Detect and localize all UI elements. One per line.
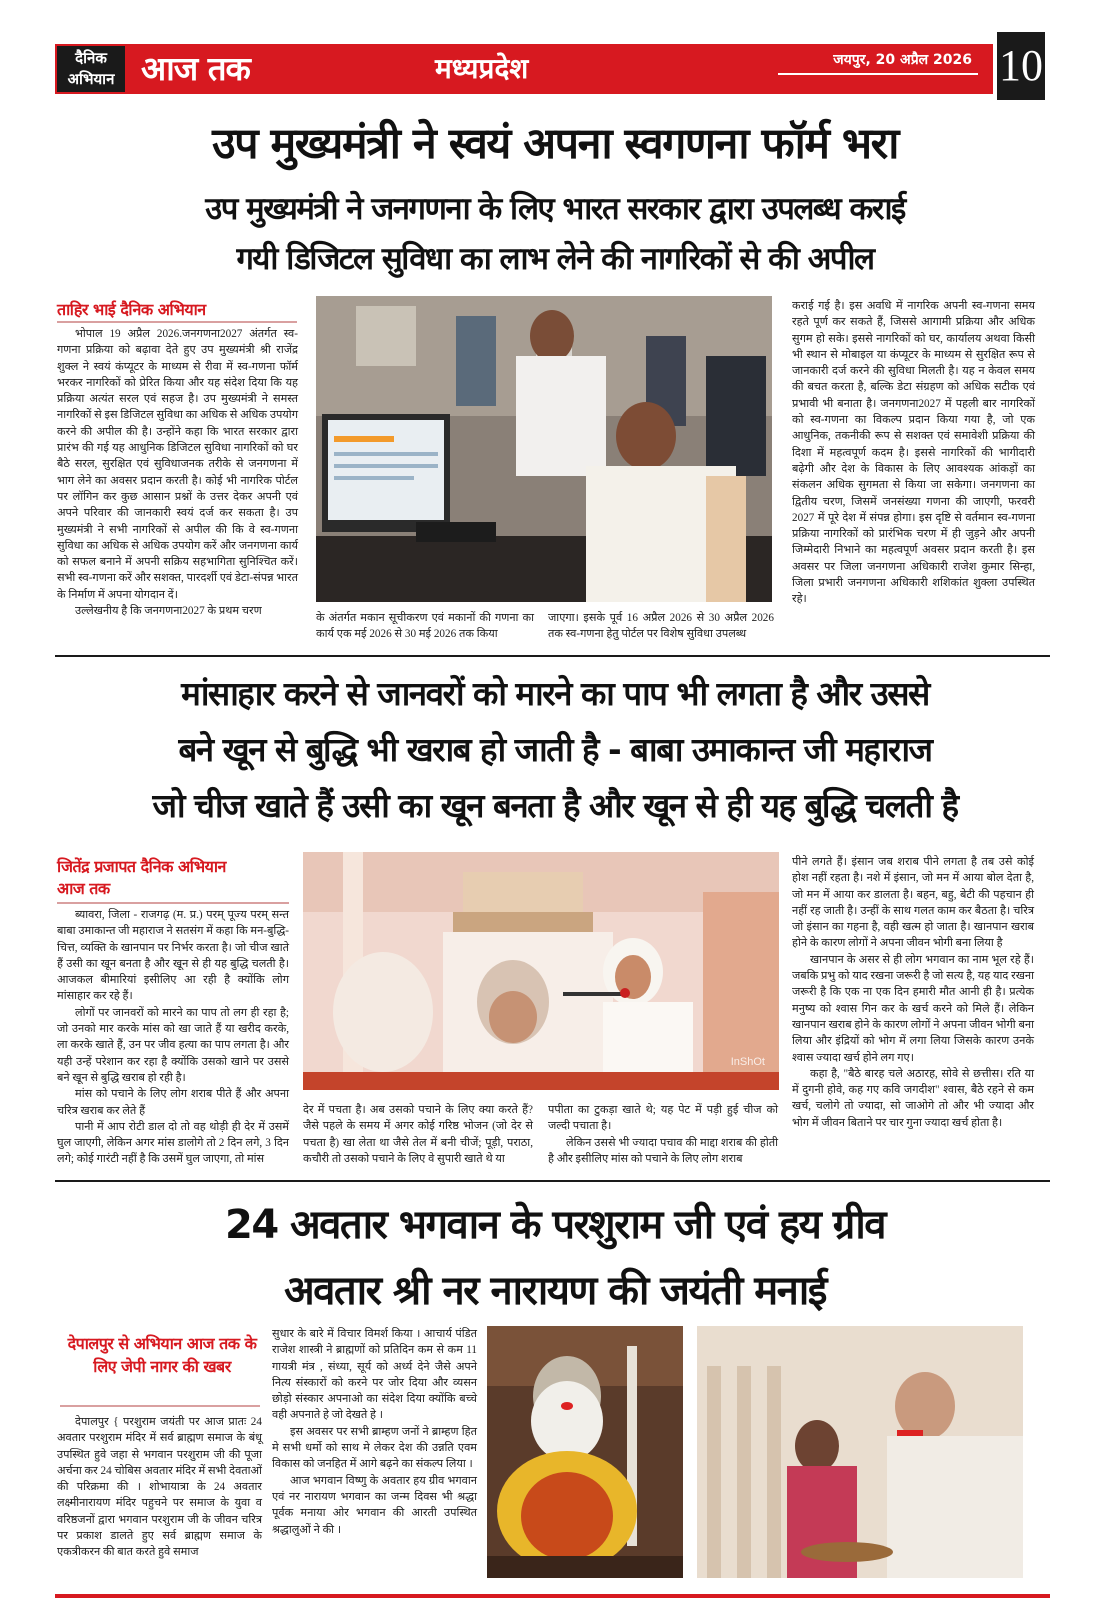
paragraph: के अंतर्गत मकान सूचीकरण एवं मकानों की गणना का कार्य एक मई 2026 से 30 मई 2026 तक किया xyxy=(316,612,534,641)
paragraph: देर में पचता है। अब उसको पचाने के लिए क्या करते हैं? जैसे पहले के समय में अगर कोई गरिष्ठ भोजन (जो देर से पचता है) खा लेता था जैसे तेल में बनी चीजें; पूड़ी, पराठा, कचौरी तो उसको पचाने के लिए वे सुपारी खाते थे या xyxy=(303,1104,533,1165)
story2-byline xyxy=(57,856,226,900)
story2-photo xyxy=(303,852,779,1090)
story2-headline-3: जो चीज खाते हैं उसी का खून बनता है और खून से ही यह बुद्धि चलती है xyxy=(152,786,958,825)
photo-deputy-cm-at-computer xyxy=(316,296,772,602)
dainik-abhiyan-logo xyxy=(57,46,125,92)
photo-parshuram-idol xyxy=(487,1326,683,1578)
paragraph: भोपाल 19 अप्रैल 2026.जनगणना2027 अंतर्गत स्व-गणना प्रक्रिया को बढ़ावा देते हुए उप मुख्यमंत्री श्री राजेंद्र शुक्ल ने स्वयं कंप्यूटर के माध्यम से रीवा में स्व-गणना फॉर्म भरकर नागरिकों को प्रेरित किया और यह संदेश दिया कि यह प्रक्रिया अत्यंत सरल एवं सहज है। उप मुख्यमंत्री ने समस्त नागरिकों से इस डिजिटल सुविधा का अधिक से अधिक उपयोग करने की अपील की है। उन्होंने कहा कि भारत सरकार द्वारा प्रारंभ की गई यह आधुनिक डिजिटल सुविधा नागरिकों को घर बैठे सरल, सुरक्षित एवं सुविधाजनक तरीके से जनगणना में भाग लेने का अवसर प्रदान करती है। कोई भी नागरिक पोर्टल पर लॉगिन कर कुछ आसान प्रश्नों के उत्तर देकर अपनी एवं अपने परिवार की जानकारी स्वयं दर्ज कर सकता है। उप मुख्यमंत्री ने सभी नागरिकों से अपील की कि वे स्व-गणना सुविधा का अधिक से अधिक उपयोग करें और जनगणना कार्य को सफल बनाने में अपनी सक्रिय सहभागिता सुनिश्चित करें। सभी स्व-गणना करें और सशक्त, पारदर्शी एवं डेटा-संपन्न भारत के निर्माण में अपना योगदान दें। xyxy=(57,328,298,601)
paragraph: लोगों पर जानवरों को मारने का पाप तो लग ही रहा है; जो उनको मार करके मांस को खा जाते हैं या खरीद करके, ला करके खाते हैं, उन पर जीव हत्या का पाप लगता है। और यही उन्हें परेशान कर रहा है क्योंकि उसको खाने पर उससे बने खून से बुद्धि खराब हो रही है। xyxy=(57,1006,289,1084)
story3-headline-1: 24 अवतार भगवान के परशुराम जी एवं हय ग्रीव xyxy=(225,1202,885,1248)
paragraph: लेकिन उससे भी ज्यादा पचाव की माद्दा शराब की होती है और इसीलिए मांस को पचाने के लिए लोग शराब xyxy=(548,1136,778,1165)
story2-headline-1: मांसाहार करने से जानवरों को मारने का पाप भी लगता है और उससे xyxy=(181,674,929,713)
dateline: जयपुर, 20 अप्रैल 2026 xyxy=(833,52,972,68)
story2-byline-rule xyxy=(57,902,289,904)
paragraph: जाएगा। इसके पूर्व 16 अप्रैल 2026 से 30 अप्रैल 2026 तक स्व-गणना हेतु पोर्टल पर विशेष सुविधा उपलब्ध xyxy=(548,612,774,641)
story1-column-3 xyxy=(548,610,774,643)
story3-photo-1 xyxy=(487,1326,683,1578)
paragraph: देपालपुर { परशुराम जयंती पर आज प्रातः 24 अवतार परशुराम मंदिर में सर्व ब्राह्मण समाज के बंधू उपस्थित हुवे जहा से भगवान परशुराम जी की पूजा अर्चना कर 24 चोबिस अवतार मंदिर में सभी देवताओं की परिक्रमा की । शोभायात्रा के 24 अवतार लक्ष्मीनारायण मंदिर पहुचने पर समाज के युवा व वरिष्ठजनों द्वारा भगवान परशुराम जी के जीवन चरित्र पर प्रकाश डालते हुए सर्व ब्राह्मण समाज के एकत्रीकरन की बात करते हुवे समाज xyxy=(57,1416,262,1559)
paragraph: इस अवसर पर सभी ब्राम्हण जनों ने ब्राम्हण हित मे सभी धर्मो को साथ मे लेकर देश की उन्नति एवम विकास को जनहित में आगे बढ़ने का संकल्प लिया । xyxy=(272,1425,477,1471)
page-number: 10 xyxy=(997,32,1045,100)
story1-column-2 xyxy=(316,610,534,643)
story2-byline-line-2: आज तक xyxy=(57,879,110,898)
story2-column-4 xyxy=(792,854,1034,1131)
paragraph: आज भगवान विष्णु के अवतार हय ग्रीव भगवान एवं नर नारायण भगवान का जन्म दिवस भी श्रद्धा पूर्वक मनाया ओर भगवान की आरती उपस्थित श्रद्धालुओं ने की । xyxy=(272,1474,477,1536)
story2-column-3 xyxy=(548,1102,778,1167)
paragraph: पीने लगते हैं। इंसान जब शराब पीने लगता है तब उसे कोई होश नहीं रहता है। नशे में इंसान, जो मन में आया बोल देता है, जो मन में आया कर डालता है। बहन, बहु, बेटी की पहचान ही नहीं रह जाती है। उन्हीं के साथ गलत काम कर बैठता है। चरित्र जो इंसान का गहना है, वही खत्म हो जाता है। खानपान खराब होने के कारण लोगों ने अपना जीवन भोगी बना लिया है xyxy=(792,856,1034,950)
story1-headline: उप मुख्यमंत्री ने स्वयं अपना स्वगणना फॉर्म भरा xyxy=(212,119,898,169)
story3-photo-2 xyxy=(697,1326,1023,1578)
story1-photo xyxy=(316,296,772,602)
dateline-rule xyxy=(778,73,978,75)
story1-subheadline-2: गयी डिजिटल सुविधा का लाभ लेने की नागरिकों से की अपील xyxy=(236,241,874,277)
paragraph: पानी में आप रोटी डाल दो तो वह थोड़ी ही देर में उसमें घुल जाएगी, लेकिन अगर मांस डालोगे तो 2 दिन लगे, 3 दिन लगे; कोई गारंटी नहीं है कि उसमें घुल जाएगा, तो मांस xyxy=(57,1120,289,1166)
story2-byline-line-1: जितेंद्र प्रजापत दैनिक अभियान xyxy=(57,857,226,876)
paragraph: कहा है, "बैठे बारह चले अठारह, सोवे से छत्तीस। रति या में दुगनी होवे, कह गए कवि जगदीश" श्वास, बैठे रहने से कम खर्च, चलोगे तो ज्यादा, सो जाओगे तो और भी ज्यादा और भोग में जीवन बिताने पर चार गुना ज्यादा खर्च होता है। xyxy=(792,1067,1034,1129)
logo-line-2: अभियान xyxy=(67,70,115,88)
story2-column-2 xyxy=(303,1102,533,1167)
photo-watermark: InShOt xyxy=(730,1056,765,1068)
paragraph: कराई गई है। इस अवधि में नागरिक अपनी स्व-गणना समय रहते पूर्ण कर सकते हैं, जिससे आगामी प्रक्रिया और अधिक सुगम हो सके। इससे नागरिकों को घर, कार्यालय अथवा किसी भी स्थान से मोबाइल या कंप्यूटर के माध्यम से सुरक्षित रूप से जानकारी दर्ज करने की सुविधा मिलती है। यह न केवल समय की बचत करता है, बल्कि डेटा संग्रहण को अधिक सटीक एवं प्रभावी भी बनाता है। जनगणना2027 में पहली बार नागरिकों को स्व-गणना का विकल्प प्रदान किया गया है, जो एक आधुनिक, तकनीकी रूप से सशक्त एवं समावेशी प्रक्रिया की दिशा में महत्वपूर्ण कदम है। इससे नागरिकों की भागीदारी बढ़ेगी और देश के विकास के लिए आवश्यक आंकड़ों का संकलन अधिक सुगमता से किया जा सकेगा। जनगणना का द्वितीय चरण, जिसमें जनसंख्या गणना की जाएगी, फरवरी 2027 में पूरे देश में संपन्न होगा। इस दृष्टि से वर्तमान स्व-गणना प्रक्रिया नागरिकों को प्रारंभिक चरण में ही जुड़ने और अपनी जिम्मेदारी निभाने का महत्वपूर्ण अवसर प्रदान करती है। इस अवसर पर जिला जनगणना अधिकारी राजेश कुमार सिन्हा, जिला प्रभारी जनगणना अधिकारी शशिकांत शुक्ला उपस्थित रहे। xyxy=(792,300,1035,606)
story3-byline: देपालपुर से अभियान आज तक के लिए जेपी नागर की खबर xyxy=(67,1334,257,1376)
section-divider xyxy=(55,655,1050,657)
story1-column-4 xyxy=(792,298,1035,608)
section-divider xyxy=(55,1180,1050,1182)
story1-subheadline-1: उप मुख्यमंत्री ने जनगणना के लिए भारत सरकार द्वारा उपलब्ध कराई xyxy=(205,191,905,227)
story3-headline-2: अवतार श्री नर नारायण की जयंती मनाई xyxy=(284,1268,826,1314)
paragraph: सुधार के बारे में विचार विमर्श किया । आचार्य पंडित राजेश शास्त्री ने ब्राह्मणों को प्रतिदिन कम से कम 11 गायत्री मंत्र , संध्या, सूर्य को अर्ध्य देने जैसे अपने नित्य संस्कारों को करने पर जोर दिया और व्यसन छोड़ो संस्कार अपनाओ का संदेश दिया क्योंकि बच्चे वही अपनाते हे जो देखते हे । xyxy=(272,1328,477,1422)
paragraph: ब्यावरा, जिला - राजगढ़ (म. प्र.) परम् पूज्य परम् सन्त बाबा उमाकान्त जी महाराज ने सतसंग में कहा कि मन-बुद्धि-चित्त, व्यक्ति के खानपान पर निर्भर करता है। जो चीज खाते हैं उसी का खून बनता है और खून से ही यह बुद्धि चलती है।आजकल बीमारियां इसीलिए आ रही है क्योंकि लोग मांसाहार कर रहे हैं। xyxy=(57,909,289,1003)
paper-name: आज तक xyxy=(141,49,250,88)
story3-column-1 xyxy=(57,1414,262,1561)
story2-column-1 xyxy=(57,907,289,1168)
story3-byline-rule xyxy=(60,1405,260,1407)
paragraph: मांस को पचाने के लिए लोग शराब पीते हैं और अपना चरित्र खराब कर लेते हैं xyxy=(57,1088,289,1117)
story3-column-2 xyxy=(272,1326,477,1538)
paragraph: उल्लेखनीय है कि जनगणना2027 के प्रथम चरण xyxy=(75,605,262,618)
paragraph: पपीता का टुकड़ा खाते थे; यह पेट में पड़ी हुई चीज को जल्दी पचाता है। xyxy=(548,1104,778,1133)
page-bottom-rule xyxy=(55,1594,1050,1598)
story1-column-1 xyxy=(57,326,298,619)
photo-baba-umakant-satsang xyxy=(303,852,779,1090)
story1-byline: ताहिर भाई दैनिक अभियान xyxy=(57,300,206,319)
story2-headline-2: बने खून से बुद्धि भी खराब हो जाती है - बाबा उमाकान्त जी महाराज xyxy=(178,730,932,769)
masthead xyxy=(55,41,1050,96)
section-name: मध्यप्रदेश xyxy=(435,52,529,85)
story1-byline-rule xyxy=(57,321,297,323)
logo-line-1: दैनिक xyxy=(75,49,107,67)
paragraph: खानपान के असर से ही लोग भगवान का नाम भूल रहे हैं। जबकि प्रभु को याद रखना जरूरी है जो सत्य है, यह याद रखना जरूरी है कि एक ना एक दिन हमारी मौत आनी ही है। प्रत्येक मनुष्य को श्वास गिन कर के खर्च करने को मिले हैं। लेकिन खानपान खराब होने के कारण लोगों ने अपना जीवन भोगी बना लिया और इंद्रियों को भोग में लगा लिया जिसके कारण उनके श्वास ज्यादा खर्च होने लग गए। xyxy=(792,953,1034,1064)
photo-devotees-aarti xyxy=(697,1326,1023,1578)
